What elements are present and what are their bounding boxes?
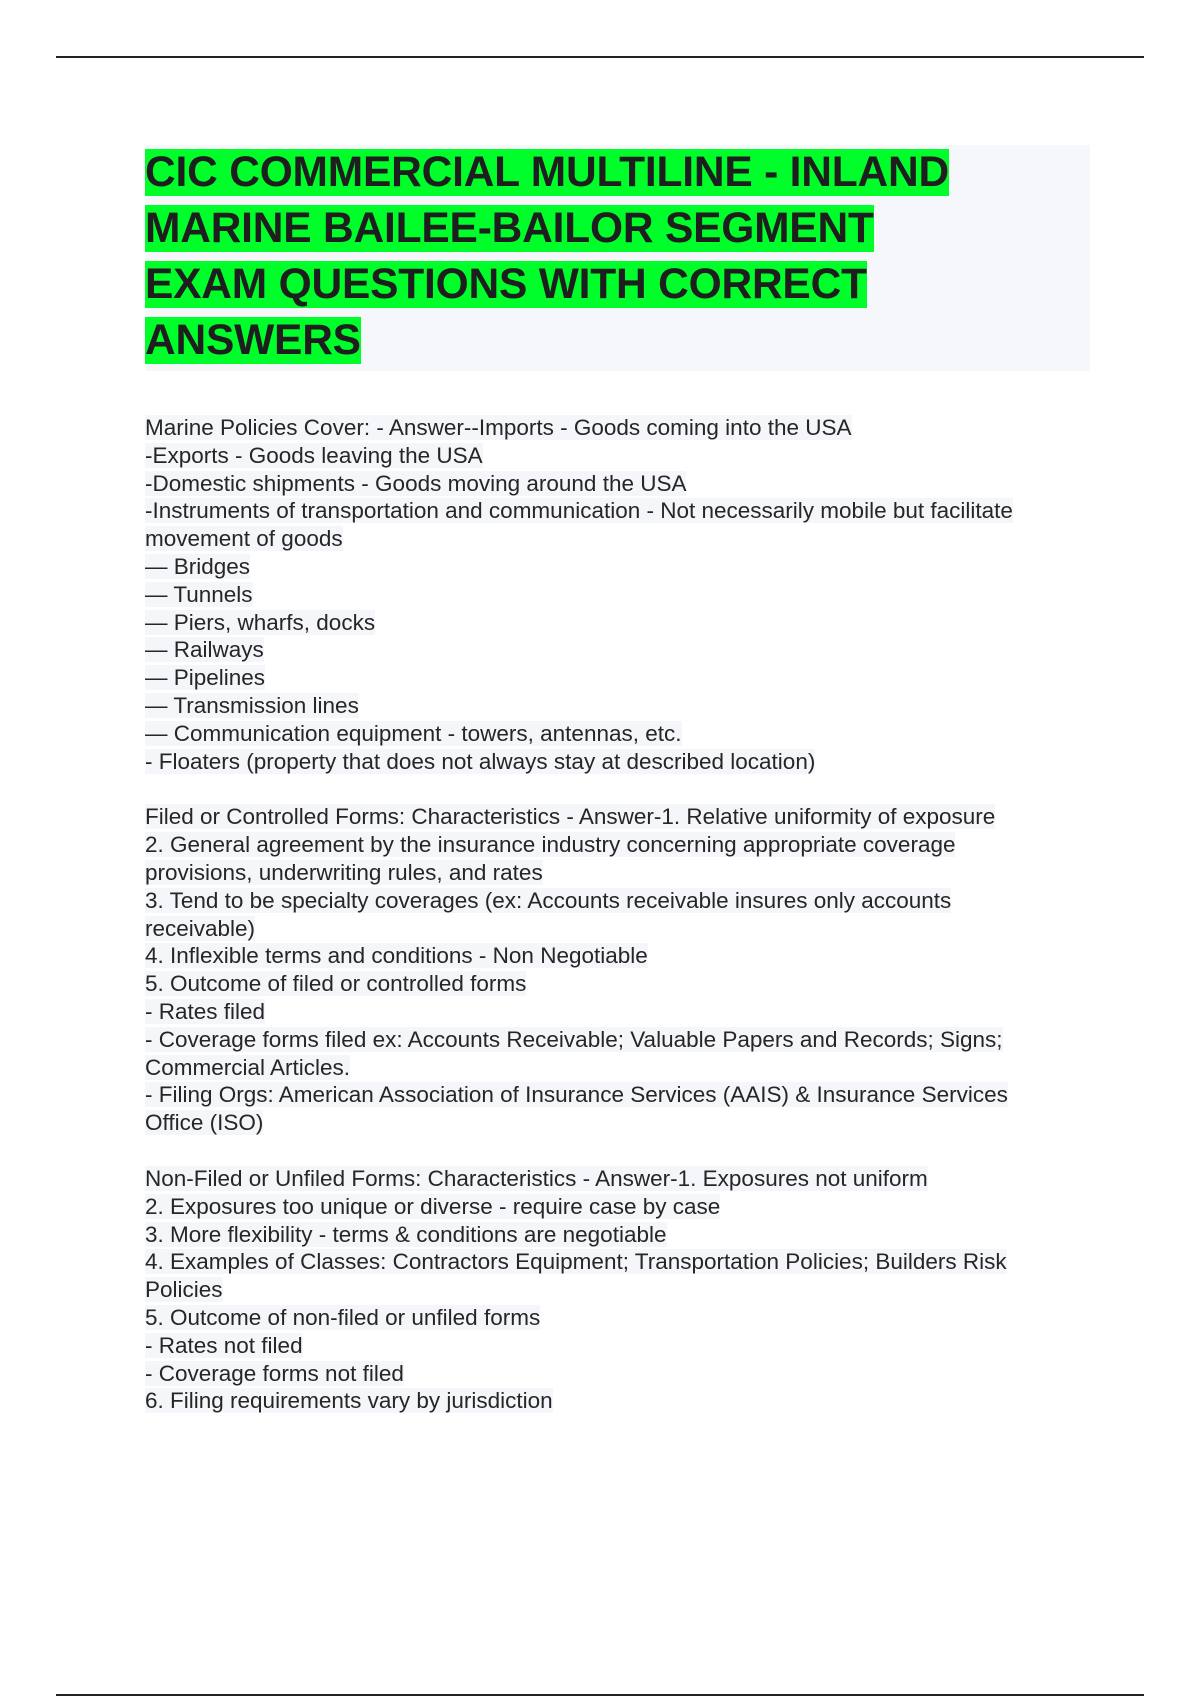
text-line: 2. General agreement by the insurance industry concerning appropriate coverage	[145, 832, 956, 858]
text-line: Policies	[145, 1277, 223, 1303]
text-line: 6. Filing requirements vary by jurisdiction	[145, 1388, 553, 1414]
text-line: -Exports - Goods leaving the USA	[145, 442, 483, 468]
text-line: 4. Examples of Classes: Contractors Equipment; Transportation Policies; Builders Risk	[145, 1249, 1007, 1275]
text-line: 4. Inflexible terms and conditions - Non Negotiable	[145, 943, 648, 969]
text-line: 2. Exposures too unique or diverse - require case by case	[145, 1193, 721, 1219]
text-line: - Filing Orgs: American Association of Insurance Services (AAIS) & Insurance Services	[145, 1082, 1008, 1108]
text-line: - Rates filed	[145, 998, 266, 1024]
text-line: — Communication equipment - towers, antennas, etc.	[145, 720, 682, 746]
text-line: — Pipelines	[145, 665, 266, 691]
text-line: Marine Policies Cover: - Answer--Imports - Goods coming into the USA	[145, 415, 852, 440]
text-line: provisions, underwriting rules, and rates	[145, 859, 543, 885]
top-rule	[56, 56, 1144, 58]
text-line: -Domestic shipments - Goods moving around the USA	[145, 470, 687, 496]
text-line: 3. More flexibility - terms & conditions are negotiable	[145, 1221, 667, 1247]
text-line: Filed or Controlled Forms: Characteristics - Answer-1. Relative uniformity of exposure	[145, 804, 996, 830]
text-line: -Instruments of transportation and communication - Not necessarily mobile but facilitate	[145, 498, 1013, 524]
document-title	[145, 145, 1090, 369]
text-line: — Railways	[145, 637, 264, 663]
text-line: 3. Tend to be specialty coverages (ex: Accounts receivable insures only accounts	[145, 887, 952, 913]
title-block	[145, 145, 1090, 371]
text-line: - Coverage forms not filed	[145, 1360, 404, 1386]
text-line: movement of goods	[145, 526, 343, 552]
text-line: Office (ISO)	[145, 1110, 264, 1136]
text-line: - Rates not filed	[145, 1332, 303, 1358]
title-line: MARINE BAILEE-BAILOR SEGMENT	[145, 205, 874, 252]
text-line: Non-Filed or Unfiled Forms: Characteristics - Answer-1. Exposures not uniform	[145, 1165, 928, 1191]
title-line: EXAM QUESTIONS WITH CORRECT	[145, 261, 867, 308]
text-line: 5. Outcome of non-filed or unfiled forms	[145, 1304, 541, 1330]
bottom-rule	[56, 1694, 1144, 1696]
qa-section-filed-forms	[145, 803, 1090, 1137]
text-line: Commercial Articles.	[145, 1054, 351, 1080]
text-line: — Tunnels	[145, 581, 253, 607]
document-body	[145, 414, 1090, 1415]
text-line: receivable)	[145, 915, 256, 941]
text-line: 5. Outcome of filed or controlled forms	[145, 971, 527, 997]
title-line: ANSWERS	[145, 317, 361, 364]
qa-section-non-filed-forms	[145, 1165, 1090, 1415]
document-content	[145, 145, 1090, 1443]
text-line: — Bridges	[145, 553, 251, 579]
title-line: CIC COMMERCIAL MULTILINE - INLAND	[145, 149, 949, 196]
text-line: - Floaters (property that does not always stay at described location)	[145, 748, 816, 774]
text-line: - Coverage forms filed ex: Accounts Receivable; Valuable Papers and Records; Signs;	[145, 1026, 1003, 1052]
text-line: — Piers, wharfs, docks	[145, 609, 376, 635]
qa-section-marine-policies	[145, 414, 1090, 775]
text-line: — Transmission lines	[145, 692, 359, 718]
